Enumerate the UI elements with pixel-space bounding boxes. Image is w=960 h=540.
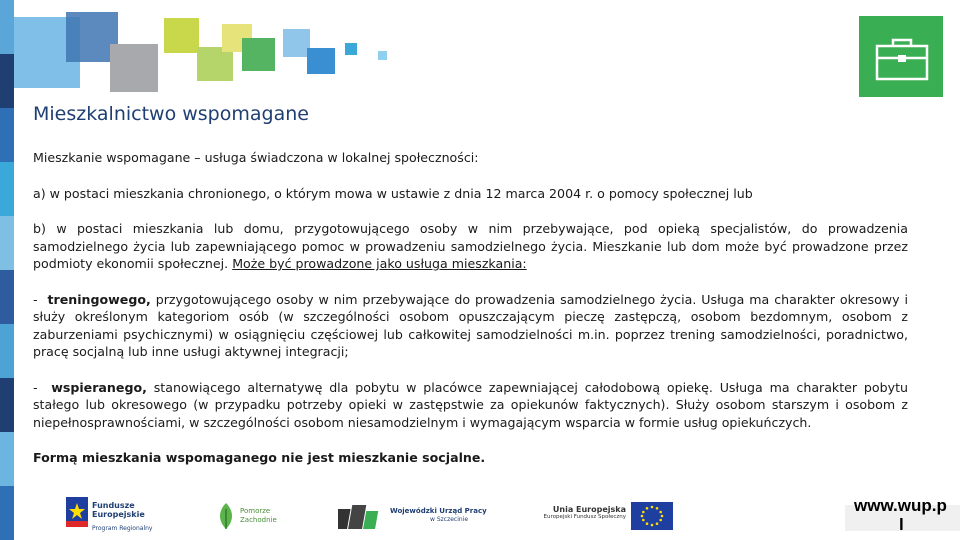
support-text: stanowiącego alternatywę dla pobytu w placówce zapewniającej całodobową opiekę. Usługa ma charakter pobytu stałego lub okresowego (w przypadku potrzeby opieki w zastępstwie za opiekunów faktycznych). Służy osobom starszym i osobom z niepełnosprawnościami, w szczególności osobom niesamodzielnym i wymagającym wsparcia w formie usług opiekuńczych.	[33, 379, 908, 430]
option-a-paragraph: a) w postaci mieszkania chronionego, o którym mowa w ustawie z dnia 12 marca 2004 r. o pomocy społecznej lub	[33, 185, 753, 201]
option-b-text: b) w postaci mieszkania lub domu, przygotowującego osoby w nim przebywające, pod opieką specjalistów, do prowadzenia samodzielnego życia lub zapewniającego pomoc w prowadzeniu samodzielnego życia. Mieszkanie lub dom może być prowadzone przez podmioty ekonomii społecznej.	[33, 221, 908, 271]
fe-line1: Fundusze	[92, 501, 135, 510]
logo-fundusze-europejskie	[66, 493, 166, 537]
wup-line2: w Szczecinie	[430, 516, 469, 523]
pz-line1: Pomorze	[240, 507, 271, 515]
logo-wup	[338, 493, 488, 537]
training-text: przygotowującego osoby w nim przebywające do prowadzenia samodzielnego życia. Usługa ma charakter okresowy i służy określonym kategoriom osób (w szczególności osobom opuszczającym pieczę zastępczą, osobom bezdomnym, osobom z zaburzeniami psychicznymi) w osiągnięciu częściowej lub całkowitej samodzielności m.in. poprzez trening samodzielności, poradnictwo, pracę socjalną lub inne usługi aktywnej integracji;	[33, 291, 908, 359]
ue-line1: Unia Europejska	[552, 505, 626, 514]
support-label: wspieranego,	[51, 379, 147, 395]
briefcase-icon-box	[859, 16, 943, 97]
footer-url	[845, 496, 960, 540]
footer-url-line1: www.wup.p	[854, 496, 947, 515]
eu-flag-icon	[631, 502, 673, 530]
fe-line2: Europejskie	[92, 510, 145, 519]
training-label: treningowego,	[47, 291, 151, 307]
fe-star-icon	[66, 497, 88, 527]
briefcase-icon	[859, 16, 943, 97]
training-paragraph	[33, 291, 908, 361]
page-title: Mieszkalnictwo wspomagane	[33, 103, 309, 125]
fe-line3: Program Regionalny	[92, 525, 153, 532]
support-paragraph	[33, 379, 908, 432]
ue-line2: Europejski Fundusz Społeczny	[543, 514, 626, 520]
wup-blocks-icon	[338, 501, 388, 531]
option-b-paragraph	[33, 220, 908, 273]
logo-pomorze-zachodnie	[216, 493, 296, 537]
footer-url-line2: l	[899, 515, 904, 534]
logo-unia-europejska	[540, 493, 680, 537]
support-dash: -	[33, 379, 38, 395]
option-b-underlined: Może być prowadzone jako usługa mieszkania:	[232, 256, 527, 271]
pz-line2: Zachodnie	[240, 516, 277, 524]
closing-paragraph: Formą mieszkania wspomaganego nie jest mieszkanie socjalne.	[33, 450, 486, 465]
intro-paragraph: Mieszkanie wspomagane – usługa świadczona w lokalnej społeczności:	[33, 150, 479, 165]
main-content	[33, 149, 908, 476]
pomorze-leaf-icon	[216, 501, 236, 531]
wup-line1: Wojewódzki Urząd Pracy	[390, 507, 487, 515]
training-dash: -	[33, 291, 38, 307]
left-color-bar	[0, 0, 14, 540]
